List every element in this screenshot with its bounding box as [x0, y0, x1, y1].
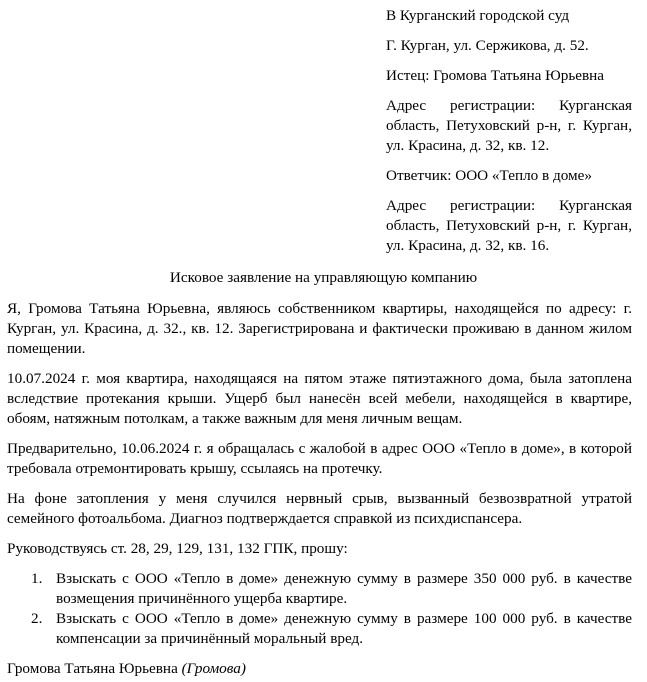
defendant-address: Адрес регистрации: Курганская область, Петуховский р-н, г. Курган, ул. Красина, д. 32, кв. 16.	[386, 197, 632, 254]
document-header	[386, 6, 632, 266]
document-title: Исковое заявление на управляющую компанию	[169, 269, 478, 286]
list-item	[7, 569, 632, 609]
court-name: В Курганский городской суд	[386, 7, 570, 24]
handwritten-signature: (Громова)	[181, 660, 246, 677]
document-body	[7, 299, 632, 679]
plaintiff-address: Адрес регистрации: Курганская область, Петуховский р-н, г. Курган, ул. Красина, д. 32, кв. 12.	[386, 97, 632, 154]
list-item-number: 2.	[31, 610, 43, 627]
signature-line	[7, 659, 632, 679]
signatory-name: Громова Татьяна Юрьевна	[7, 660, 178, 677]
list-item-number: 1.	[31, 570, 43, 587]
court-address: Г. Курган, ул. Сержикова, д. 52.	[386, 37, 589, 54]
paragraph-legal-basis: Руководствуясь ст. 28, 29, 129, 131, 132 ГПК, прошу:	[7, 540, 348, 557]
paragraph-prior-complaint: Предварительно, 10.06.2024 г. я обращалась с жалобой в адрес ООО «Тепло в доме», в которой требовала отремонтировать крышу, ссылаясь на протечку.	[7, 440, 632, 477]
request-list	[7, 569, 632, 649]
list-item	[7, 609, 632, 649]
defendant-name: Ответчик: ООО «Тепло в доме»	[386, 167, 593, 184]
paragraph-moral-damage: На фоне затопления у меня случился нервный срыв, вызванный безвозвратной утратой семейного фотоальбома. Диагноз подтверждается справкой из психдиспансера.	[7, 490, 632, 527]
list-item-text: Взыскать с ООО «Тепло в доме» денежную сумму в размере 100 000 руб. в качестве компенсации за причинённый моральный вред.	[56, 610, 632, 647]
paragraph-ownership: Я, Громова Татьяна Юрьевна, являюсь собственником квартиры, находящейся по адресу: г. Курган, ул. Красина, д. 32., кв. 12. Зарегистрирована и фактически проживаю в данном жилом помещении.	[7, 300, 632, 357]
list-item-text: Взыскать с ООО «Тепло в доме» денежную сумму в размере 350 000 руб. в качестве возмещения причинённого ущерба квартире.	[56, 570, 632, 607]
paragraph-flooding: 10.07.2024 г. моя квартира, находящаяся на пятом этаже пятиэтажного дома, была затоплена вследствие протекания крыши. Ущерб был нанесён всей мебели, находящейся в квартире, обоям, натяжным потолкам, а также важным для меня личным вещам.	[7, 370, 632, 427]
plaintiff-name: Истец: Громова Татьяна Юрьевна	[386, 67, 605, 84]
